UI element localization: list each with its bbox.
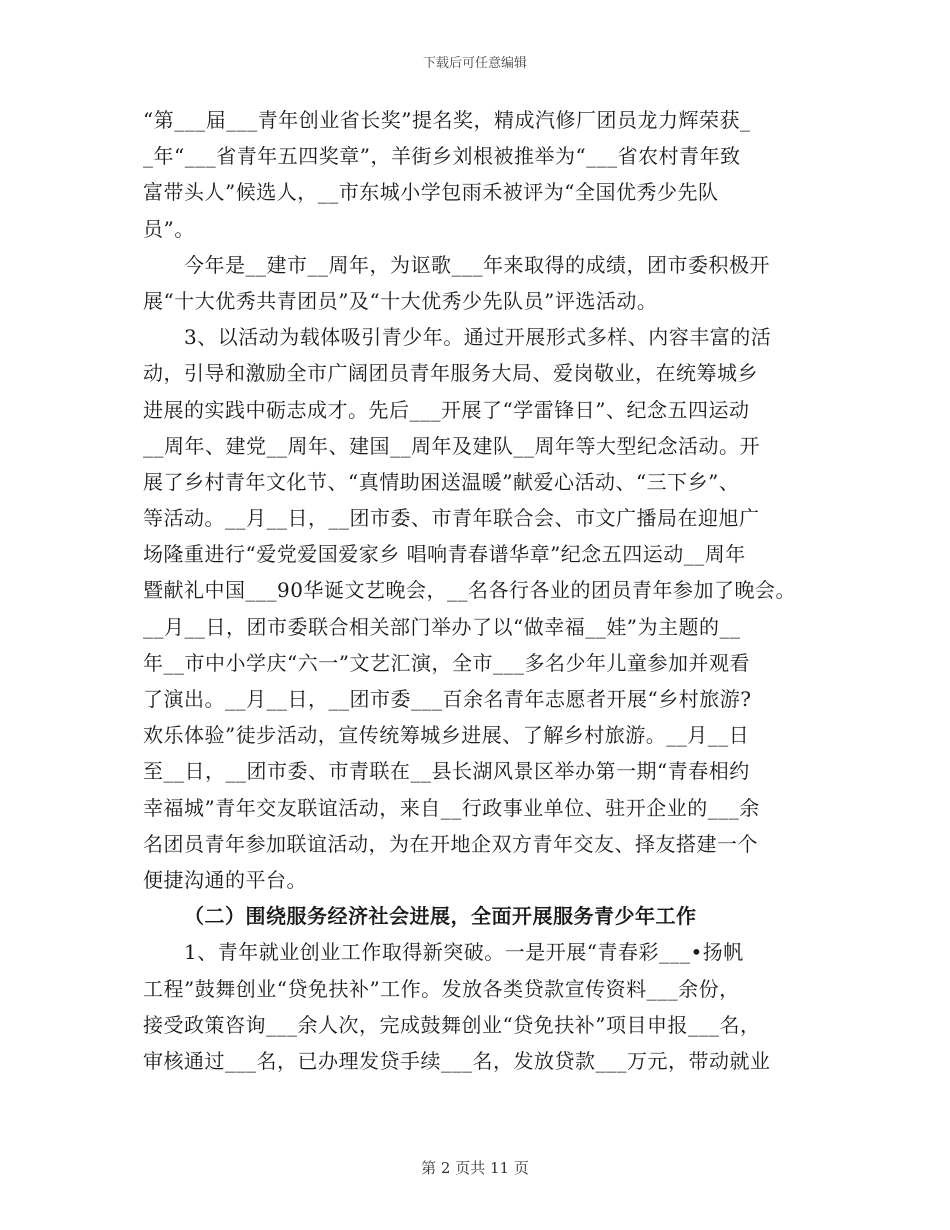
page-header: 下载后可任意编辑 <box>422 56 527 71</box>
text-line: __周年、建党__周年、建国__周年及建队__周年等大型纪念活动。开 <box>143 433 760 458</box>
text-line: 3、以活动为载体吸引青少年。通过开展形式多样、内容丰富的活 <box>184 325 772 350</box>
text-line: _年“___省青年五四奖章”，羊街乡刘根被推举为“___省农村青年致 <box>143 144 741 169</box>
text-line: 进展的实践中砺志成才。先后___开展了“学雷锋日”、纪念五四运动 <box>143 397 750 422</box>
text-line: 展了乡村青年文化节、“真情助困送温暖”献爱心活动、“三下乡”、 <box>143 469 740 494</box>
page-number: 第 2 页共 11 页 <box>421 1159 529 1177</box>
text-line: 便捷沟通的平台。 <box>143 867 307 892</box>
text-line: 接受政策咨询___余人次，完成鼓舞创业“贷免扶补”项目申报___名， <box>143 1012 761 1037</box>
text-line: 审核通过___名，已办理发贷手续___名，发放贷款___万元，带动就业 <box>143 1048 771 1073</box>
text-line: 幸福城”青年交友联谊活动，来自__行政事业单位、驻开企业的___余 <box>143 795 760 820</box>
text-line: 年__市中小学庆“六一”文艺汇演，全市___多名少年儿童参加并观看 <box>143 650 750 675</box>
text-line: 名团员青年参加联谊活动，为在开地企双方青年交友、择友搭建一个 <box>143 831 758 856</box>
section-heading: （二）围绕服务经济社会进展，全面开展服务青少年工作 <box>184 904 697 929</box>
text-line: 今年是__建市__周年，为讴歌___年来取得的成绩，团市委积极开 <box>184 252 770 277</box>
document-body <box>143 102 815 1079</box>
text-line: 1、青年就业创业工作取得新突破。一是开展“青春彩___•扬帆 <box>184 940 744 965</box>
text-line: 暨献礼中国___90华诞文艺晚会，__名各行各业的团员青年参加了晚会。 <box>143 578 796 603</box>
text-line: 展“十大优秀共青团员”及“十大优秀少先队员”评选活动。 <box>143 288 658 313</box>
text-line: 富带头人”候选人，__市东城小学包雨禾被评为“全国优秀少先队 <box>143 180 719 205</box>
text-line: 工程”鼓舞创业“贷免扶补”工作。发放各类贷款宣传资料___余份， <box>143 976 740 1001</box>
text-line: 至__日，__团市委、市青联在__县长湖风景区举办第一期“青春相约 <box>143 759 750 784</box>
text-line: 场隆重进行“爱党爱国爱家乡 唱响青春谱华章”纪念五四运动__周年 <box>143 542 746 567</box>
text-line: 动，引导和激励全市广阔团员青年服务大局、爱岗敬业，在统筹城乡 <box>143 361 758 386</box>
text-line: 了演出。__月__日，__团市委___百余名青年志愿者开展“乡村旅游? <box>143 687 752 711</box>
text-line: 等活动。__月__日，__团市委、市青年联合会、市文广播局在迎旭广 <box>143 506 760 531</box>
text-line: 欢乐体验”徒步活动，宣传统筹城乡进展、了解乡村旅游。__月__日 <box>143 723 750 748</box>
text-line: “第___届___青年创业省长奖”提名奖，精成汽修厂团员龙力辉荣获_ <box>143 108 751 132</box>
text-line: 员”。 <box>143 216 195 241</box>
text-line: __月__日，团市委联合相关部门举办了以“做幸福__娃”为主题的__ <box>143 614 741 639</box>
